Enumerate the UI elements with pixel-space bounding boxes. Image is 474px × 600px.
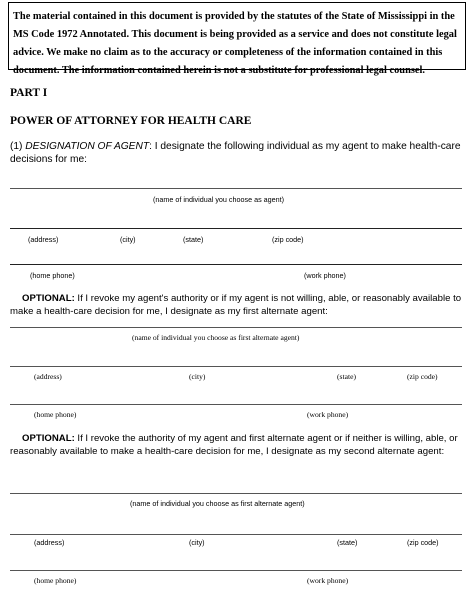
agent-name-line[interactable] (10, 188, 462, 189)
alt2-phone-line[interactable] (10, 570, 462, 571)
designation-number: (1) (10, 141, 26, 152)
agent-name-label: (name of individual you choose as agent) (153, 195, 285, 204)
alt2-state-label: (state) (337, 538, 358, 547)
alt2-address-line[interactable] (10, 534, 462, 535)
alt2-name-line[interactable] (10, 493, 462, 494)
alt1-address-line[interactable] (10, 366, 462, 367)
alt2-name-label: (name of individual you choose as first alternate agent) (130, 499, 305, 508)
designation-title: DESIGNATION OF AGENT (25, 141, 150, 152)
optional-text-1: If I revoke my agent's authority or if my agent is not willing, able, or reasonably available to make a health-care decision for me, I designate as my first alternate agent: (10, 293, 462, 317)
section-heading: POWER OF ATTORNEY FOR HEALTH CARE (10, 115, 252, 127)
alt1-phone-line[interactable] (10, 404, 462, 405)
optional-label-2: OPTIONAL: (22, 433, 75, 444)
alt2-work-phone-label: (work phone) (307, 576, 349, 585)
agent-city-label: (city) (120, 235, 136, 244)
optional-paragraph-1 (10, 293, 462, 318)
alt1-work-phone-label: (work phone) (307, 410, 349, 419)
alt2-home-phone-label: (home phone) (34, 576, 77, 585)
optional-label-1: OPTIONAL: (22, 293, 75, 304)
agent-state-label: (state) (183, 235, 204, 244)
alt1-address-label: (address) (34, 372, 62, 381)
alt1-name-label: (name of individual you choose as first alternate agent) (132, 333, 300, 342)
optional-text-2: If I revoke the authority of my agent and first alternate agent or if neither is willing, able, or reasonably available to make a health-care decision for me, I designate as my second alternate agent: (10, 433, 458, 457)
agent-address-line[interactable] (10, 228, 462, 229)
alt2-city-label: (city) (189, 538, 205, 547)
agent-phone-line[interactable] (10, 264, 462, 265)
agent-work-phone-label: (work phone) (304, 271, 346, 280)
alt1-state-label: (state) (337, 372, 356, 381)
part-heading: PART I (10, 87, 48, 99)
alt2-zip-label: (zip code) (407, 538, 439, 547)
agent-home-phone-label: (home phone) (30, 271, 75, 280)
alt2-address-label: (address) (34, 538, 65, 547)
designation-paragraph (10, 140, 462, 166)
agent-address-label: (address) (28, 235, 59, 244)
alt1-name-line[interactable] (10, 327, 462, 328)
disclaimer-text: The material contained in this document is provided by the statutes of the State of Mississippi in the MS Code 1972 Annotated. This document is being provided as a service and does not constitute legal advice. We make no claim as to the accuracy or completeness of the information contained in this document. The information contained herein is not a substitute for professional legal counsel. (13, 11, 457, 76)
alt1-zip-label: (zip code) (407, 372, 438, 381)
agent-zip-label: (zip code) (272, 235, 304, 244)
alt1-home-phone-label: (home phone) (34, 410, 77, 419)
disclaimer-box (8, 2, 466, 76)
alt1-city-label: (city) (189, 372, 206, 381)
optional-paragraph-2 (10, 433, 462, 458)
designation-text: : I designate the following individual as my agent to make health-care decisions for me: (10, 141, 461, 165)
